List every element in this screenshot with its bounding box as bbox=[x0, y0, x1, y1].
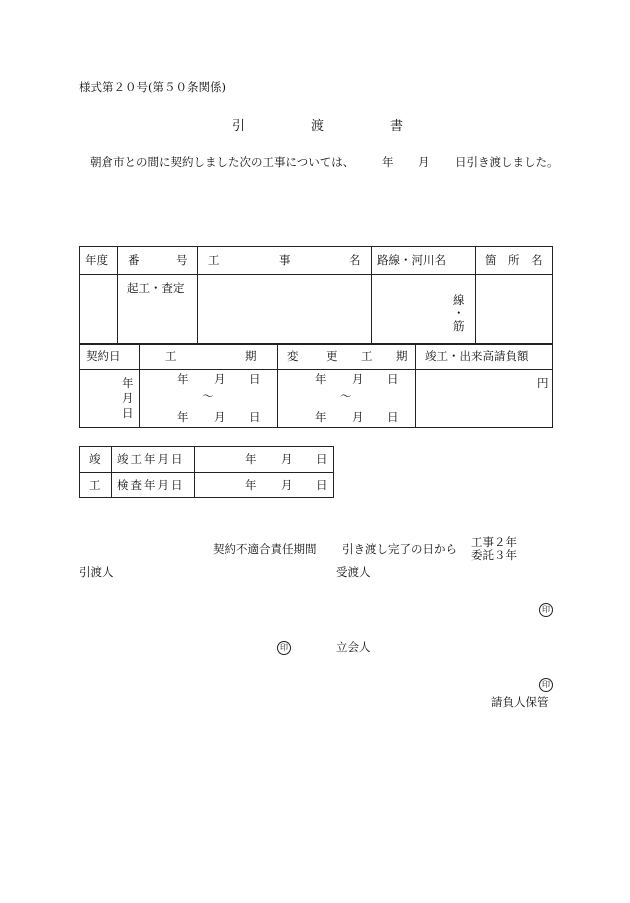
label-shunko-gatsu: 月 bbox=[281, 452, 293, 466]
label-henko-d: 期 bbox=[396, 349, 408, 363]
label-kiko-satei: 起工・査定 bbox=[127, 281, 185, 295]
cell-bango-value bbox=[118, 275, 198, 345]
label-kasho: 箇 所 名 bbox=[485, 253, 543, 267]
label-suji: 筋 bbox=[453, 319, 465, 333]
label-shun: 竣 bbox=[89, 452, 101, 466]
cell-rosen-header bbox=[372, 247, 476, 275]
label-dot: ・ bbox=[453, 306, 465, 320]
label-henko-start-nen: 年 bbox=[315, 372, 327, 386]
label-yen: 円 bbox=[537, 376, 549, 390]
label-sen: 線 bbox=[453, 293, 465, 307]
cell-kensa-label bbox=[112, 473, 195, 498]
label-koji-b: 事 bbox=[279, 253, 291, 267]
cell-ko bbox=[80, 473, 112, 498]
warranty-label: 契約不適合責任期間 bbox=[213, 542, 317, 556]
cell-shunko-date bbox=[195, 447, 334, 473]
label-koki-start-nen: 年 bbox=[177, 372, 189, 386]
label-henko-end-gatsu: 月 bbox=[352, 410, 364, 424]
ukeoinin-hokan-label: 請負人保管 bbox=[491, 695, 549, 709]
cell-shun bbox=[80, 447, 112, 473]
label-kensa-nichi: 日 bbox=[316, 478, 328, 492]
label-keiyaku-nen: 年 bbox=[122, 376, 134, 390]
label-henko-end-nen: 年 bbox=[315, 410, 327, 424]
label-henko-b: 更 bbox=[326, 349, 338, 363]
label-henko-wave: 〜 bbox=[340, 389, 352, 403]
cell-kingaku-header bbox=[416, 344, 553, 370]
label-henko-c: 工 bbox=[361, 349, 373, 363]
label-shunko-nichi: 日 bbox=[316, 452, 328, 466]
label-kensa-gatsu: 月 bbox=[281, 478, 293, 492]
cell-kasho-header bbox=[476, 247, 553, 275]
label-keiyakubi: 契約日 bbox=[86, 349, 121, 363]
title-char-1: 引 bbox=[232, 119, 246, 134]
cell-kensa-date bbox=[195, 473, 334, 498]
label-koji-a: 工 bbox=[208, 253, 220, 267]
label-koki-end-nen: 年 bbox=[177, 410, 189, 424]
label-koki-start-gatsu: 月 bbox=[214, 372, 226, 386]
intro-month: 月 bbox=[418, 155, 430, 169]
ukewatashinin-label: 受渡人 bbox=[336, 565, 371, 579]
cell-koki-value bbox=[140, 370, 278, 428]
table-project bbox=[79, 246, 553, 345]
cell-keiyakubi-header bbox=[80, 344, 140, 370]
label-bango-b: 号 bbox=[176, 253, 188, 267]
seal-icon: 印 bbox=[539, 603, 553, 617]
label-shunko-nengappi: 竣工年月日 bbox=[117, 452, 185, 466]
label-bango-a: 番 bbox=[128, 253, 140, 267]
hikiwatashinin-label: 引渡人 bbox=[79, 565, 114, 579]
intro-year: 年 bbox=[382, 155, 394, 169]
intro-text: 朝倉市との間に契約しました次の工事については、 bbox=[90, 155, 355, 169]
label-keiyaku-nichi: 日 bbox=[122, 406, 134, 420]
label-kingaku: 竣工・出来高請負額 bbox=[425, 349, 529, 363]
cell-henko-value bbox=[278, 370, 416, 428]
label-koki-end-gatsu: 月 bbox=[214, 410, 226, 424]
cell-keiyakubi-value bbox=[80, 370, 140, 428]
form-number: 様式第２０号(第５０条関係) bbox=[79, 80, 226, 94]
cell-kasho-value bbox=[476, 275, 553, 345]
label-shunko-nen: 年 bbox=[245, 452, 257, 466]
title-char-3: 書 bbox=[390, 119, 404, 134]
cell-koji-header bbox=[198, 247, 372, 275]
cell-kingaku-value bbox=[416, 370, 553, 428]
label-ko: 工 bbox=[89, 478, 101, 492]
label-koki-wave: 〜 bbox=[202, 389, 214, 403]
label-kensa-nen: 年 bbox=[245, 478, 257, 492]
table-contract-period bbox=[79, 343, 553, 428]
cell-shunko-label bbox=[112, 447, 195, 473]
seal-icon: 印 bbox=[277, 641, 291, 655]
label-koki-a: 工 bbox=[165, 349, 177, 363]
label-henko-start-gatsu: 月 bbox=[352, 372, 364, 386]
label-koji-c: 名 bbox=[349, 253, 361, 267]
label-koki-b: 期 bbox=[245, 349, 257, 363]
label-henko-start-nichi: 日 bbox=[387, 372, 399, 386]
label-kensa-nengappi: 検査年月日 bbox=[117, 478, 185, 492]
label-keiyaku-gatsu: 月 bbox=[122, 391, 134, 405]
title-char-2: 渡 bbox=[311, 119, 325, 134]
label-rosen: 路線・河川名 bbox=[377, 253, 446, 267]
label-henko-end-nichi: 日 bbox=[387, 410, 399, 424]
cell-henko-header bbox=[278, 344, 416, 370]
intro-day-suffix: 日引き渡しました。 bbox=[455, 155, 559, 169]
warranty-line2: 委託３年 bbox=[471, 548, 517, 562]
warranty-from: 引き渡し完了の日から bbox=[342, 542, 457, 556]
cell-nendo-header bbox=[80, 247, 118, 275]
label-nendo: 年度 bbox=[85, 253, 108, 267]
seal-icon: 印 bbox=[539, 678, 553, 692]
cell-rosen-value bbox=[372, 275, 476, 345]
tachiainin-label: 立会人 bbox=[336, 640, 371, 654]
label-koki-start-nichi: 日 bbox=[249, 372, 261, 386]
warranty-line1: 工事２年 bbox=[471, 535, 517, 549]
cell-nendo-value bbox=[80, 275, 118, 345]
label-koki-end-nichi: 日 bbox=[249, 410, 261, 424]
label-henko-a: 変 bbox=[287, 349, 299, 363]
cell-bango-header bbox=[118, 247, 198, 275]
table-completion bbox=[79, 446, 334, 498]
cell-koji-value bbox=[198, 275, 372, 345]
cell-koki-header bbox=[140, 344, 278, 370]
